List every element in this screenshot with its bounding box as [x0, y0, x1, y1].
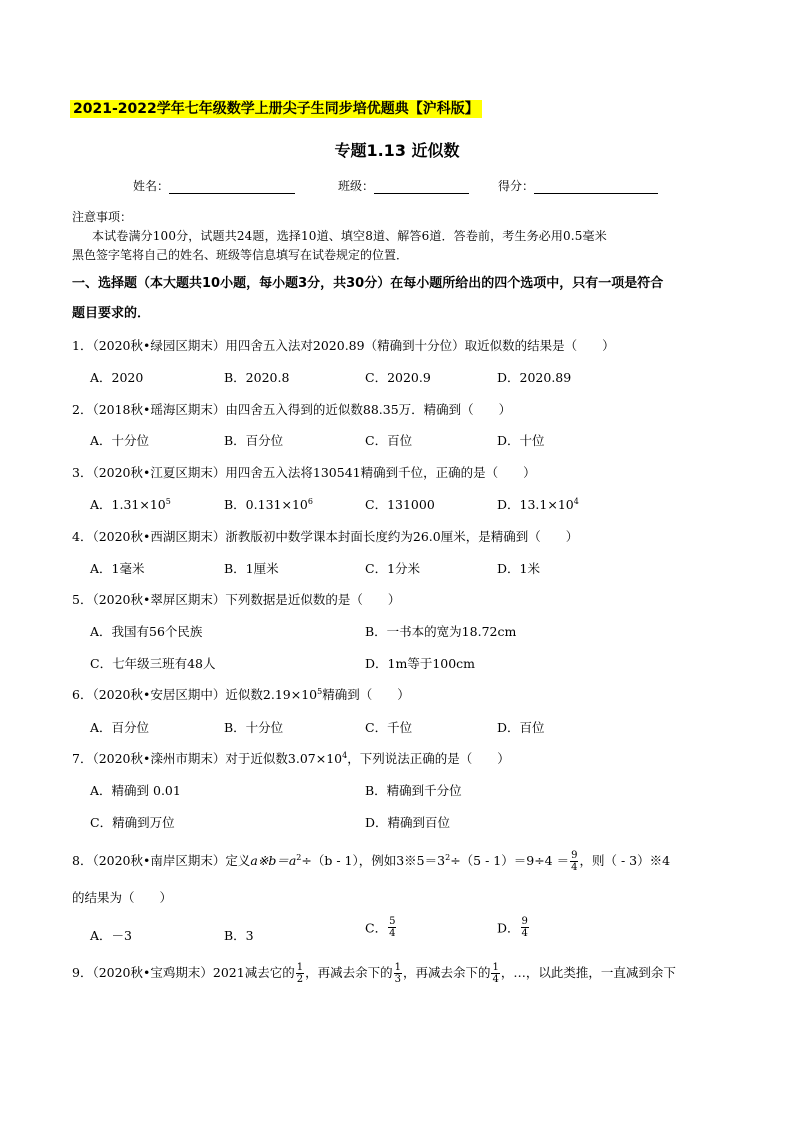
notes-line-1: 本试卷满分100分，试题共24题，选择10道、填空8道、解答6道．答卷前，考生务必用0.5毫米 [92, 229, 607, 243]
q8-option-d-numerator: 9 [521, 916, 528, 927]
question-7-stem [72, 749, 510, 767]
class-field [338, 177, 469, 194]
q8-option-d-fraction [521, 916, 529, 939]
q5-option-a[interactable]: A．我国有56个民族 [90, 624, 203, 639]
notes-heading: 注意事项： [72, 210, 133, 224]
q8-stem-c-exp: 2 [445, 852, 451, 862]
q8-option-d[interactable] [497, 916, 530, 939]
q1-option-c[interactable]: C．2020.9 [365, 370, 431, 385]
q2-option-b[interactable]: B．百分位 [224, 433, 284, 448]
q8-option-c-label: C． [365, 920, 388, 936]
q9-fraction-3 [491, 962, 499, 985]
q3-option-b[interactable] [224, 495, 313, 513]
q8-frac-numerator: 9 [571, 850, 578, 861]
q4-option-a[interactable]: A．1毫米 [90, 561, 145, 576]
q7-option-b[interactable]: B．精确到千分位 [365, 783, 462, 798]
q3-option-a-exp: 5 [165, 496, 171, 506]
q1-option-b[interactable]: B．2020.8 [224, 370, 290, 385]
question-3-stem: 3．（2020秋•江夏区期末）用四舍五入法将130541精确到千位，正确的是（ ） [72, 465, 536, 480]
q9-stem-d: ，…，以此类推，一直减到余下 [500, 965, 676, 980]
q9-f3-denominator: 4 [492, 974, 499, 985]
q9-f2-numerator: 1 [394, 962, 401, 973]
q9-f1-denominator: 2 [296, 974, 304, 985]
q8-stem-b-exp: 2 [296, 852, 302, 862]
q9-stem-c: ，再减去余下的 [402, 965, 491, 980]
section-heading: 一、选择题（本大题共10小题，每小题3分，共30分）在每小题所给出的四个选项中，只有一项是符合 [72, 276, 664, 291]
q1-option-d[interactable]: D．2020.89 [497, 370, 572, 385]
q8-option-c-fraction [388, 916, 396, 939]
q3-option-d[interactable] [497, 495, 579, 513]
q8-option-a[interactable]: A．－3 [90, 928, 132, 943]
q8-stem-a: 8．（2020秋•南岸区期末）定义 [72, 853, 251, 868]
q8-stem-b: a※b＝a [250, 853, 297, 868]
q4-option-c[interactable]: C．1分米 [365, 561, 421, 576]
q7-option-a[interactable]: A．精确到 0.01 [90, 783, 181, 798]
q3-option-d-exp: 4 [573, 496, 579, 506]
q7-option-c[interactable]: C．精确到万位 [90, 815, 175, 830]
score-label: 得分： [498, 179, 535, 193]
score-field [498, 177, 658, 194]
q3-option-a-base: A．1.31×10 [90, 497, 166, 512]
q2-option-a[interactable]: A．十分位 [90, 433, 150, 448]
q9-stem-b: ，再减去余下的 [305, 965, 393, 980]
q2-option-d[interactable]: D．十位 [497, 433, 545, 448]
q9-fraction-2 [394, 962, 402, 985]
section-heading-cont: 题目要求的． [72, 306, 151, 321]
q4-option-b[interactable]: B．1厘米 [224, 561, 279, 576]
q2-option-c[interactable]: C．百位 [365, 433, 413, 448]
q6-stem-exp: 5 [317, 686, 323, 696]
q3-option-b-exp: 6 [307, 496, 313, 506]
q8-option-c-numerator: 5 [389, 916, 396, 927]
class-blank[interactable] [374, 180, 469, 194]
q5-option-c[interactable]: C．七年级三班有48人 [90, 656, 216, 671]
question-8-stem-cont: 的结果为（ ） [72, 890, 173, 905]
q7-stem-post: ，下列说法正确的是（ ） [347, 751, 510, 766]
q8-frac-denominator: 4 [571, 862, 578, 873]
question-1-stem: 1．（2020秋•绿园区期末）用四舍五入法对2020.89（精确到十分位）取近似数的结果是（ ） [72, 338, 615, 353]
q3-option-c[interactable] [365, 495, 435, 513]
q7-stem-pre: 7．（2020秋•滦州市期末）对于近似数3.07×10 [72, 751, 343, 766]
q3-option-b-base: B．0.131×10 [224, 497, 308, 512]
q9-f1-numerator: 1 [296, 962, 304, 973]
q6-stem-pre: 6．（2020秋•安居区期中）近似数2.19×10 [72, 687, 318, 702]
q6-option-a[interactable]: A．百分位 [90, 720, 150, 735]
q6-option-c[interactable]: C．千位 [365, 720, 413, 735]
q3-option-a[interactable] [90, 495, 171, 513]
notes-line-2: 黑色签字笔将自己的姓名、班级等信息填写在试卷规定的位置． [72, 248, 409, 262]
name-blank[interactable] [169, 180, 295, 194]
q3-option-d-base: D．13.1×10 [497, 497, 574, 512]
q8-option-d-denominator: 4 [521, 928, 528, 939]
question-8-stem [72, 850, 670, 873]
q5-option-b[interactable]: B．一书本的宽为18.72cm [365, 624, 517, 639]
score-blank[interactable] [534, 180, 658, 194]
q8-option-c-denominator: 4 [389, 928, 396, 939]
q8-stem-fraction [570, 850, 578, 873]
name-label: 姓名： [133, 179, 170, 193]
q8-option-b[interactable]: B．3 [224, 928, 254, 943]
q8-option-d-label: D． [497, 920, 520, 936]
question-2-stem: 2．（2018秋•瑶海区期末）由四舍五入得到的近似数88.35万．精确到（ ） [72, 402, 512, 417]
document-title: 专题1.13 近似数 [334, 141, 460, 160]
q9-stem-a: 9．（2020秋•宝鸡期末）2021减去它的 [72, 965, 295, 980]
question-6-stem [72, 685, 410, 703]
q7-option-d[interactable]: D．精确到百位 [365, 815, 451, 830]
q6-stem-post: 精确到（ ） [322, 687, 410, 702]
q9-f2-denominator: 3 [394, 974, 401, 985]
q8-stem-e: ，则（ - 3）※4 [579, 853, 671, 868]
question-4-stem: 4．（2020秋•西湖区期末）浙教版初中数学课本封面长度约为26.0厘米，是精确到（ ） [72, 529, 579, 544]
q1-option-a[interactable]: A．2020 [90, 370, 144, 385]
q4-option-d[interactable]: D．1米 [497, 561, 540, 576]
q8-stem-d: ÷（5 - 1）＝9÷4 ＝ [450, 853, 570, 868]
question-9-stem [72, 962, 676, 985]
q6-option-b[interactable]: B．十分位 [224, 720, 284, 735]
series-banner: 2021-2022学年七年级数学上册尖子生同步培优题典【沪科版】 [70, 100, 482, 118]
q9-fraction-1 [296, 962, 304, 985]
q5-option-d[interactable]: D．1m等于100cm [365, 656, 476, 671]
q9-f3-numerator: 1 [492, 962, 499, 973]
class-label: 班级： [338, 179, 375, 193]
q8-option-c[interactable] [365, 916, 397, 939]
q3-option-c-base: C．131000 [365, 497, 435, 512]
q7-stem-exp: 4 [342, 750, 348, 760]
q8-stem-c: ÷（b - 1），例如3※5＝3 [301, 853, 446, 868]
name-field [133, 177, 295, 194]
question-5-stem: 5．（2020秋•翠屏区期末）下列数据是近似数的是（ ） [72, 592, 401, 607]
q6-option-d[interactable]: D．百位 [497, 720, 545, 735]
